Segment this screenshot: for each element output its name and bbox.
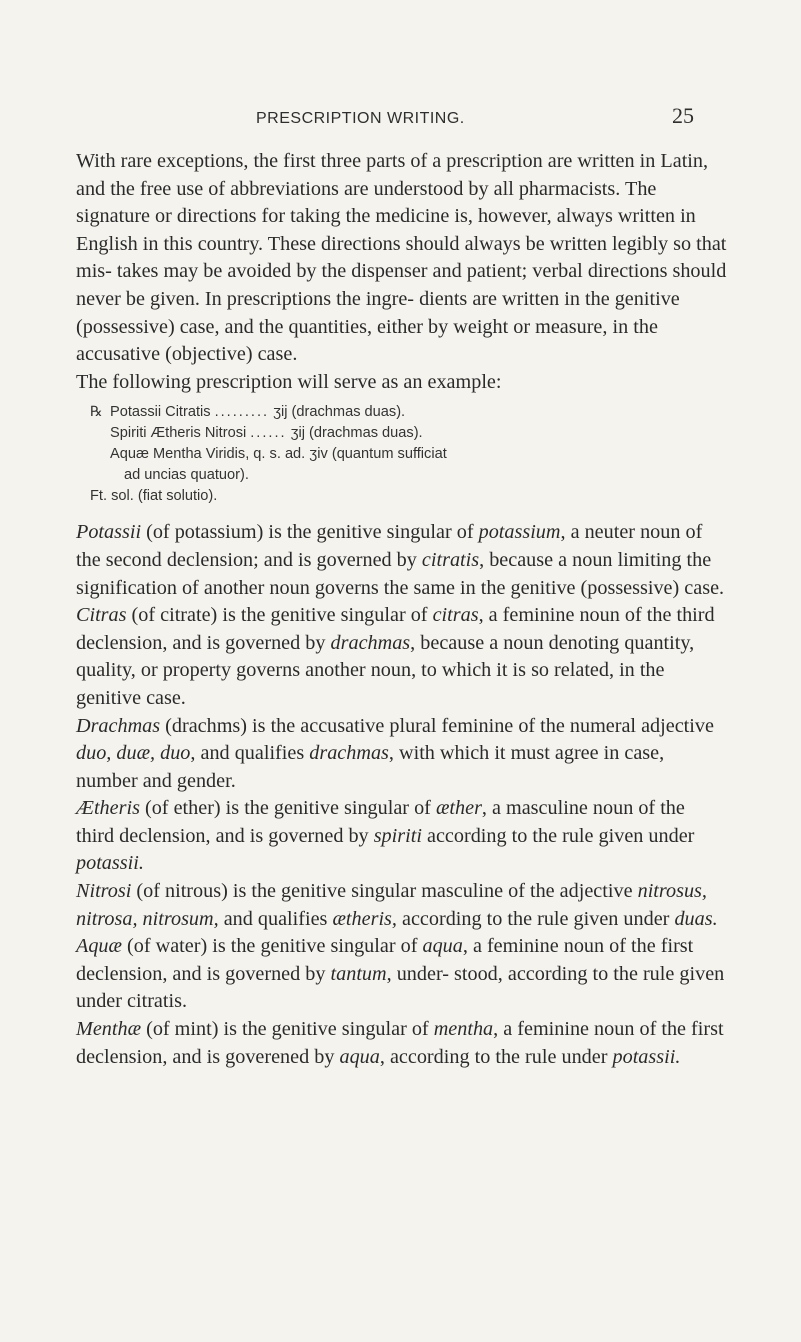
example-intro: The following prescription will serve as an example: [76,370,502,393]
explanation-aquae: Aquæ (of water) is the genitive singular of aqua, a feminine noun of the first declension, and is governed by tantum, under- stood, according to the rule given under citratis. [76,935,725,1013]
body-text [62,148,728,1071]
page-number: 25 [672,103,694,128]
intro-paragraph: With rare exceptions, the first three parts of a prescription are written in Latin, and the free use of abbreviations are understood by all pharmacists. The signature or directions for taking the medicine is, however, always written in English in this country. These directions should always be written legibly so that mis- takes may be avoided by the dispenser and patient; verbal directions should never be given. In prescriptions the ingre- dients are written in the genitive (possessive) case, and the quantities, either by weight or measure, in the accusative (objective) case. [76,150,727,366]
rx-line-3-continued: ad uncias quatuor). [124,467,249,484]
explanation-citras: Citras (of citrate) is the genitive singular of citras, a feminine noun of the third declension, and is governed by drachmas, because a noun denoting quantity, quality, or property governs another noun, to which it is so related, in the genitive case. [76,604,715,709]
rx-line-2: Spiriti Ætheris Nitrosi ...... ʒij (drachmas duas). [110,425,423,442]
running-header: PRESCRIPTION WRITING. [256,110,465,127]
rx-line-4: Ft. sol. (fiat solutio). [90,488,218,505]
prescription-example [90,402,728,507]
explanation-potassii: Potassii (of potassium) is the genitive singular of potassium, a neuter noun of the second declension; and is governed by citratis, because a noun limiting the signification of another noun governs the same in the genitive (possessive) case. [76,521,725,599]
rx-line-3: Aquæ Mentha Viridis, q. s. ad. ʒiv (quantum sufficiat [110,446,447,463]
recipe-symbol-icon: ℞ [90,404,103,421]
explanation-nitrosi: Nitrosi (of nitrous) is the genitive singular masculine of the adjective nitrosus, nitrosa, nitrosum, and qualifies ætheris, according to the rule given under duas. [76,880,718,930]
rx-line-1: ℞ Potassii Citratis ......... ʒij (drachmas duas). [90,402,728,423]
explanation-drachmas: Drachmas (drachms) is the accusative plural feminine of the numeral adjective duo, duæ, duo, and qualifies drachmas, with which it must agree in case, number and gender. [76,714,714,792]
explanation-menthae: Menthæ (of mint) is the genitive singular of mentha, a feminine noun of the first declension, and is goverened by aqua, according to the rule under potassii. [76,1018,724,1068]
explanation-aetheris: Ætheris (of ether) is the genitive singular of æther, a masculine noun of the third declension, and is governed by spiriti according to the rule given under potassii. [76,797,695,875]
